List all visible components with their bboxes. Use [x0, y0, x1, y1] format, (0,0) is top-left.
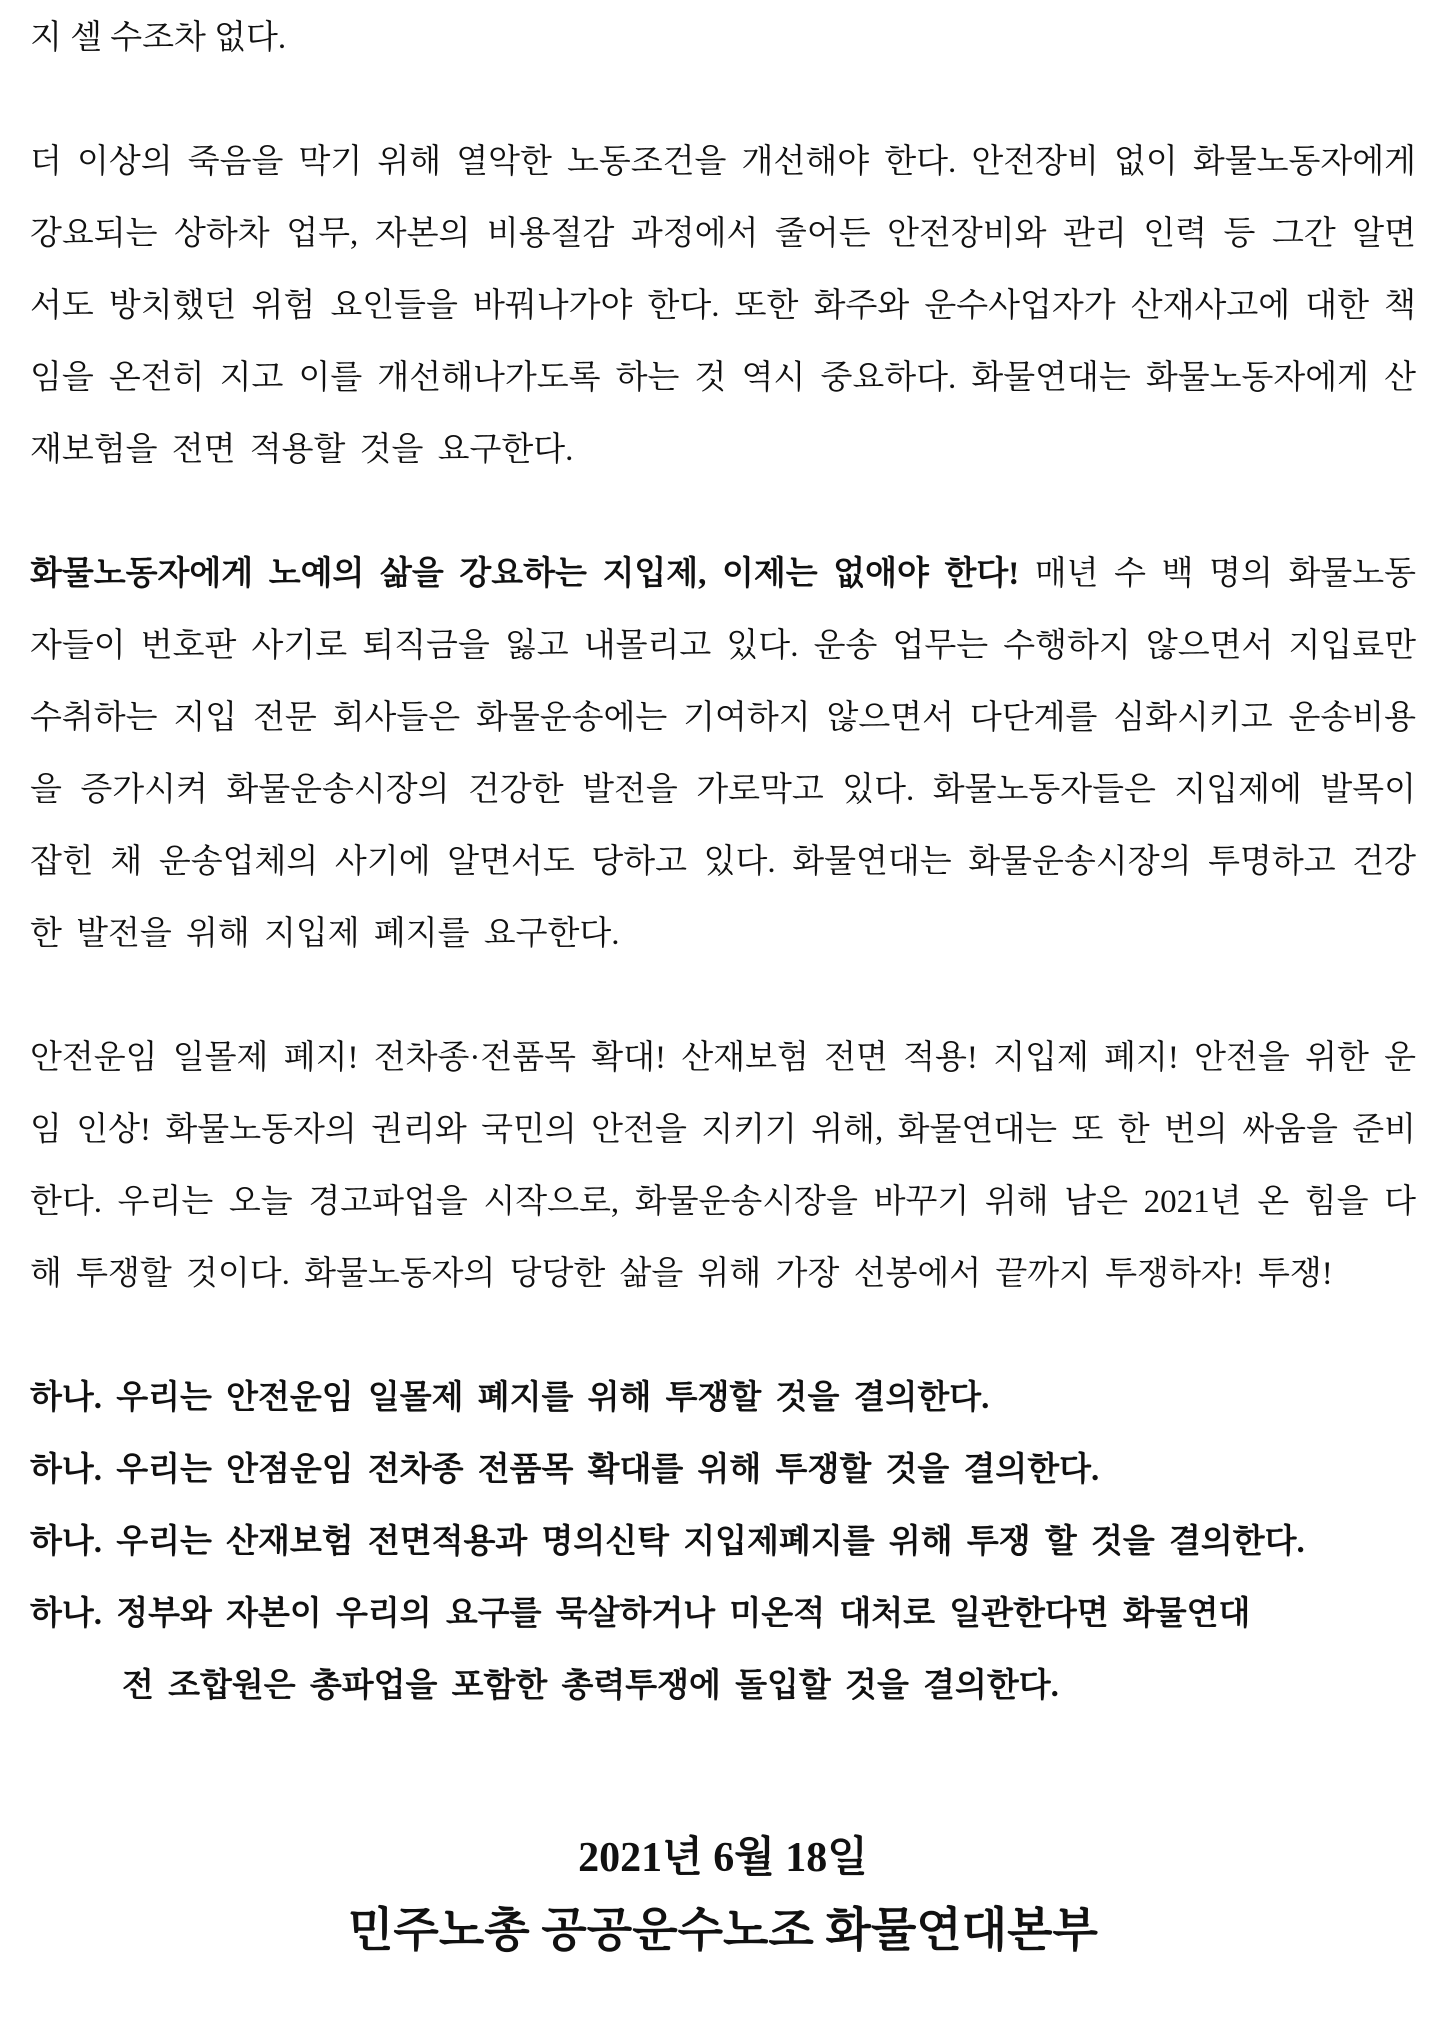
- resolution-item-2: 하나. 우리는 안점운임 전차종 전품목 확대를 위해 투쟁할 것을 결의한다.: [30, 1452, 1100, 1488]
- paragraph-slogans-body: 안전운임 일몰제 폐지! 전차종·전품목 확대! 산재보험 전면 적용! 지입제 폐지! 안전을 위한 운임 인상! 화물노동자의 권리와 국민의 안전을 지키기 위해, 화물연대는 또 한 번의 싸움을 준비한다. 우리는 오늘 경고파업을 시작으로, 화물운송시장을 바꾸기 위해 남은 2021년 온 힘을 다해 투쟁할 것이다. 화물노동자의 당당한 삶을 위해 가장 선봉에서 끝까지 투쟁하자! 투쟁!: [30, 1040, 1416, 1292]
- paragraph-jiipje-bold-lead: 화물노동자에게 노예의 삶을 강요하는 지입제, 이제는 없애야 한다!: [30, 556, 1020, 592]
- date-line: 2021년 6월 18일: [578, 1835, 868, 1881]
- resolution-item-4-continuation: 전 조합원은 총파업을 포함한 총력투쟁에 돌입할 것을 결의한다.: [122, 1668, 1059, 1704]
- resolution-item-1: 하나. 우리는 안전운임 일몰제 폐지를 위해 투쟁할 것을 결의한다.: [30, 1380, 990, 1416]
- paragraph-jiipje-body: 매년 수 백 명의 화물노동자들이 번호판 사기로 퇴직금을 잃고 내몰리고 있다. 운송 업무는 수행하지 않으면서 지입료만 수취하는 지입 전문 회사들은 화물운송에는 기여하지 않으면서 다단계를 심화시키고 운송비용을 증가시켜 화물운송시장의 건강한 발전을 가로막고 있다. 화물노동자들은 지입제에 발목이 잡힌 채 운송업체의 사기에 알면서도 당하고 있다. 화물연대는 화물운송시장의 투명하고 건강한 발전을 위해 지입제 폐지를 요구한다.: [30, 556, 1416, 952]
- resolution-item-3: 하나. 우리는 산재보험 전면적용과 명의신탁 지입제폐지를 위해 투쟁 할 것을 결의한다.: [30, 1524, 1305, 1560]
- continuation-line: 지 셀 수조차 없다.: [30, 20, 287, 56]
- resolution-item-4: 하나. 정부와 자본이 우리의 요구를 묵살하거나 미온적 대처로 일관한다면 화물연대: [30, 1596, 1251, 1632]
- paragraph-safety-body: 더 이상의 죽음을 막기 위해 열악한 노동조건을 개선해야 한다. 안전장비 없이 화물노동자에게 강요되는 상하차 업무, 자본의 비용절감 과정에서 줄어든 안전장비와 관리 인력 등 그간 알면서도 방치했던 위험 요인들을 바꿔나가야 한다. 또한 화주와 운수사업자가 산재사고에 대한 책임을 온전히 지고 이를 개선해나가도록 하는 것 역시 중요하다. 화물연대는 화물노동자에게 산재보험을 전면 적용할 것을 요구한다.: [30, 144, 1416, 468]
- signature-line: 민주노총 공공운수노조 화물연대본부: [348, 1905, 1098, 1957]
- paragraph-safety-demands: [30, 126, 1416, 486]
- resolutions-list: [30, 1362, 1416, 1722]
- paragraph-slogans-struggle: [30, 1022, 1416, 1310]
- paragraph-jiipje-abolition: [30, 538, 1416, 970]
